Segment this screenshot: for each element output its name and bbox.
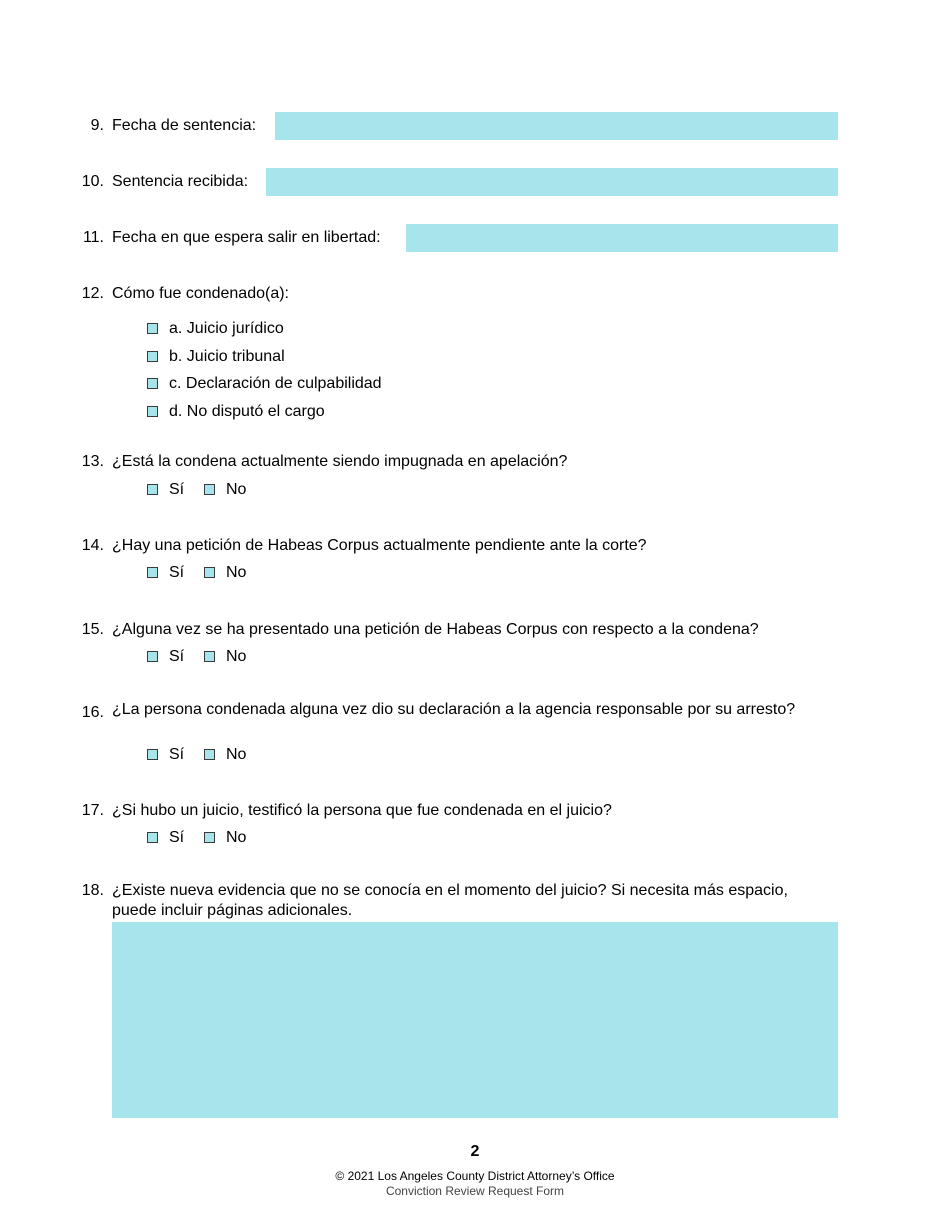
- release-date-field[interactable]: [406, 224, 838, 252]
- q18-number: 18.: [81, 882, 104, 899]
- court-trial-checkbox[interactable]: [147, 351, 158, 362]
- guilty-plea-checkbox[interactable]: [147, 378, 158, 389]
- page-number: 2: [470, 1143, 480, 1160]
- q17-no-label: No: [226, 829, 247, 846]
- q15-no-checkbox[interactable]: [204, 651, 215, 662]
- q14-no-checkbox[interactable]: [204, 567, 215, 578]
- q13-yes-label: Sí: [169, 481, 185, 498]
- q11-number: 11.: [82, 229, 104, 246]
- no-contest-option-label: d. No disputó el cargo: [169, 403, 325, 420]
- sentence-received-field[interactable]: [266, 168, 838, 196]
- q15-number: 15.: [81, 621, 104, 638]
- q17-number: 17.: [81, 802, 104, 819]
- q17-yes-label: Sí: [169, 829, 185, 846]
- q18-label: ¿Existe nueva evidencia que no se conocía en el momento del juicio? Si necesita más espacio, puede incluir páginas adicionales.: [112, 882, 788, 919]
- jury-trial-option-label: a. Juicio jurídico: [169, 320, 284, 337]
- footer-form-name: Conviction Review Request Form: [385, 1184, 565, 1198]
- q16-no-label: No: [226, 746, 247, 763]
- new-evidence-textarea[interactable]: [112, 922, 838, 1118]
- q13-no-label: No: [226, 481, 247, 498]
- q15-label: ¿Alguna vez se ha presentado una petición de Habeas Corpus con respecto a la condena?: [112, 621, 759, 638]
- q9-number: 9.: [90, 117, 104, 134]
- footer-copyright: © 2021 Los Angeles County District Attorney’s Office: [335, 1169, 615, 1183]
- q15-yes-label: Sí: [169, 648, 185, 665]
- q17-label: ¿Si hubo un juicio, testificó la persona que fue condenada en el juicio?: [112, 802, 612, 819]
- q17-yes-checkbox[interactable]: [147, 832, 158, 843]
- court-trial-option-label: b. Juicio tribunal: [169, 348, 285, 365]
- q17-no-checkbox[interactable]: [204, 832, 215, 843]
- q16-no-checkbox[interactable]: [204, 749, 215, 760]
- q13-label: ¿Está la condena actualmente siendo impugnada en apelación?: [112, 453, 568, 470]
- q15-no-label: No: [226, 648, 247, 665]
- q9-label: Fecha de sentencia:: [112, 117, 257, 134]
- guilty-plea-option-label: c. Declaración de culpabilidad: [169, 375, 382, 392]
- q16-yes-checkbox[interactable]: [147, 749, 158, 760]
- q13-number: 13.: [81, 453, 104, 470]
- q12-number: 12.: [81, 285, 104, 302]
- q11-label: Fecha en que espera salir en libertad:: [112, 229, 381, 246]
- q14-yes-checkbox[interactable]: [147, 567, 158, 578]
- q16-yes-label: Sí: [169, 746, 185, 763]
- sentencing-date-field[interactable]: [275, 112, 838, 140]
- q14-number: 14.: [81, 537, 104, 554]
- q16-number: 16.: [81, 704, 104, 721]
- q14-label: ¿Hay una petición de Habeas Corpus actualmente pendiente ante la corte?: [112, 537, 647, 554]
- q10-number: 10.: [81, 173, 104, 190]
- q13-no-checkbox[interactable]: [204, 484, 215, 495]
- jury-trial-checkbox[interactable]: [147, 323, 158, 334]
- q12-label: Cómo fue condenado(a):: [112, 285, 289, 302]
- q13-yes-checkbox[interactable]: [147, 484, 158, 495]
- q14-yes-label: Sí: [169, 564, 185, 581]
- no-contest-checkbox[interactable]: [147, 406, 158, 417]
- q16-label: ¿La persona condenada alguna vez dio su declaración a la agencia responsable por su arresto?: [112, 701, 796, 718]
- q15-yes-checkbox[interactable]: [147, 651, 158, 662]
- q14-no-label: No: [226, 564, 247, 581]
- q10-label: Sentencia recibida:: [112, 173, 249, 190]
